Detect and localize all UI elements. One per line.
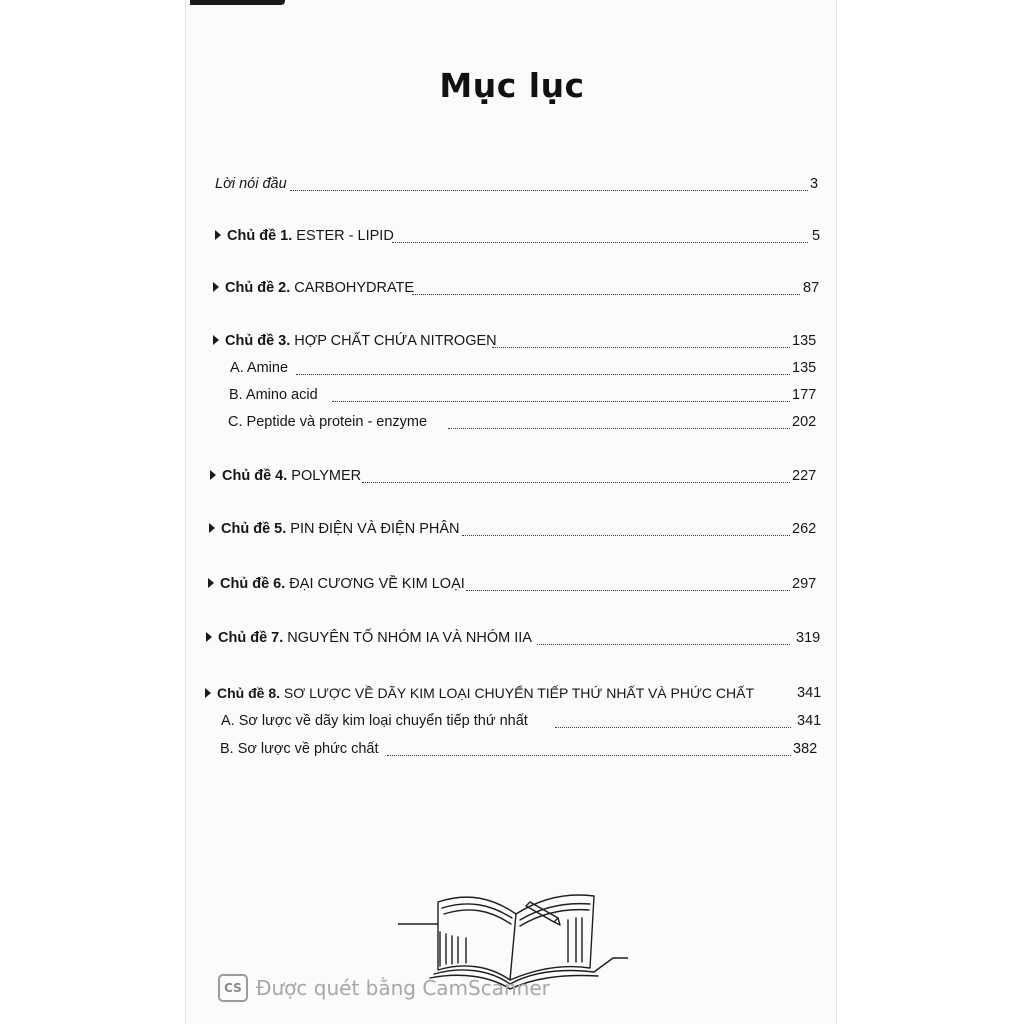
toc-page-number: 202 [792,414,817,430]
toc-entry-preface [0,174,1024,196]
toc-label: NGUYÊN TỐ NHÓM IA VÀ NHÓM IIA [287,630,532,646]
dot-leader [448,428,790,429]
toc-topic-prefix: Chủ đề 6. [220,576,286,592]
toc-label: B. Sơ lược về phức chất [220,741,379,757]
triangle-bullet-icon [208,578,214,588]
toc-topic-prefix: Chủ đề 5. [221,521,287,537]
toc-entry-topic-1 [0,226,1024,248]
triangle-bullet-icon [206,632,212,642]
toc-page-number: 262 [792,521,817,537]
toc-page-number: 87 [803,280,820,296]
toc-label: ĐẠI CƯƠNG VỀ KIM LOẠI [289,576,465,592]
toc-topic-prefix: Chủ đề 1. [227,228,293,244]
dot-leader [387,755,791,756]
camscanner-logo-icon: CS [218,974,248,1002]
toc-page-number: 341 [797,685,822,701]
dot-leader [537,644,790,645]
toc-entry-topic-4 [0,466,1024,488]
toc-label: ESTER - LIPID [296,228,394,244]
toc-subentry-peptide [0,412,1024,434]
dot-leader [392,242,808,243]
toc-label: B. Amino acid [229,387,318,403]
toc-subentry-complexes [0,739,1024,761]
watermark-text: Được quét bằng CamScanner [256,976,550,1000]
dot-leader [296,374,790,375]
triangle-bullet-icon [215,230,221,240]
toc-subentry-transition-metals [0,711,1024,733]
dot-leader [555,727,791,728]
toc-topic-prefix: Chủ đề 3. [225,333,291,349]
toc-subentry-amine [0,358,1024,380]
dot-leader [412,294,800,295]
dot-leader [492,347,790,348]
toc-page-number: 135 [792,360,817,376]
toc-label: C. Peptide và protein - enzyme [228,414,428,430]
toc-subentry-amino-acid [0,385,1024,407]
toc-page-number: 341 [797,713,822,729]
toc-page-number: 297 [792,576,817,592]
triangle-bullet-icon [205,688,211,698]
triangle-bullet-icon [213,282,219,292]
toc-label: A. Amine [230,360,289,376]
page-title: Mục lục [439,66,585,105]
triangle-bullet-icon [213,335,219,345]
toc-entry-topic-3 [0,331,1024,353]
toc-label: SƠ LƯỢC VỀ DÃY KIM LOẠI CHUYỂN TIẾP THỨ NHẤT VÀ PHỨC CHẤT [283,685,755,701]
camscanner-watermark [218,973,550,1003]
triangle-bullet-icon [210,470,216,480]
dot-leader [462,535,790,536]
dot-leader [332,401,790,402]
toc-entry-topic-2 [0,278,1024,300]
toc-entry-topic-8 [0,683,1024,705]
toc-label: A. Sơ lược về dãy kim loại chuyển tiếp thứ nhất [221,713,528,729]
toc-page-number: 5 [812,228,821,244]
page-corner-shadow [190,0,285,5]
dot-leader [290,190,808,191]
toc-entry-topic-6 [0,574,1024,596]
toc-topic-prefix: Chủ đề 8. [217,685,281,701]
toc-page-number: 177 [792,387,817,403]
toc-page-number: 3 [810,176,819,192]
dot-leader [362,482,790,483]
toc-label: HỢP CHẤT CHỨA NITROGEN [294,333,497,349]
toc-page-number: 319 [796,630,821,646]
toc-label: PIN ĐIỆN VÀ ĐIỆN PHÂN [290,521,460,537]
toc-topic-prefix: Chủ đề 2. [225,280,291,296]
toc-label: Lời nói đầu [215,176,287,192]
toc-page-number: 135 [792,333,817,349]
toc-label: CARBOHYDRATE [294,280,415,296]
toc-page-number: 382 [793,741,818,757]
toc-entry-topic-7 [0,628,1024,650]
dot-leader [466,590,790,591]
toc-label: POLYMER [291,468,362,484]
toc-topic-prefix: Chủ đề 7. [218,630,284,646]
triangle-bullet-icon [209,523,215,533]
toc-entry-topic-5 [0,519,1024,541]
toc-topic-prefix: Chủ đề 4. [222,468,288,484]
toc-page-number: 227 [792,468,817,484]
